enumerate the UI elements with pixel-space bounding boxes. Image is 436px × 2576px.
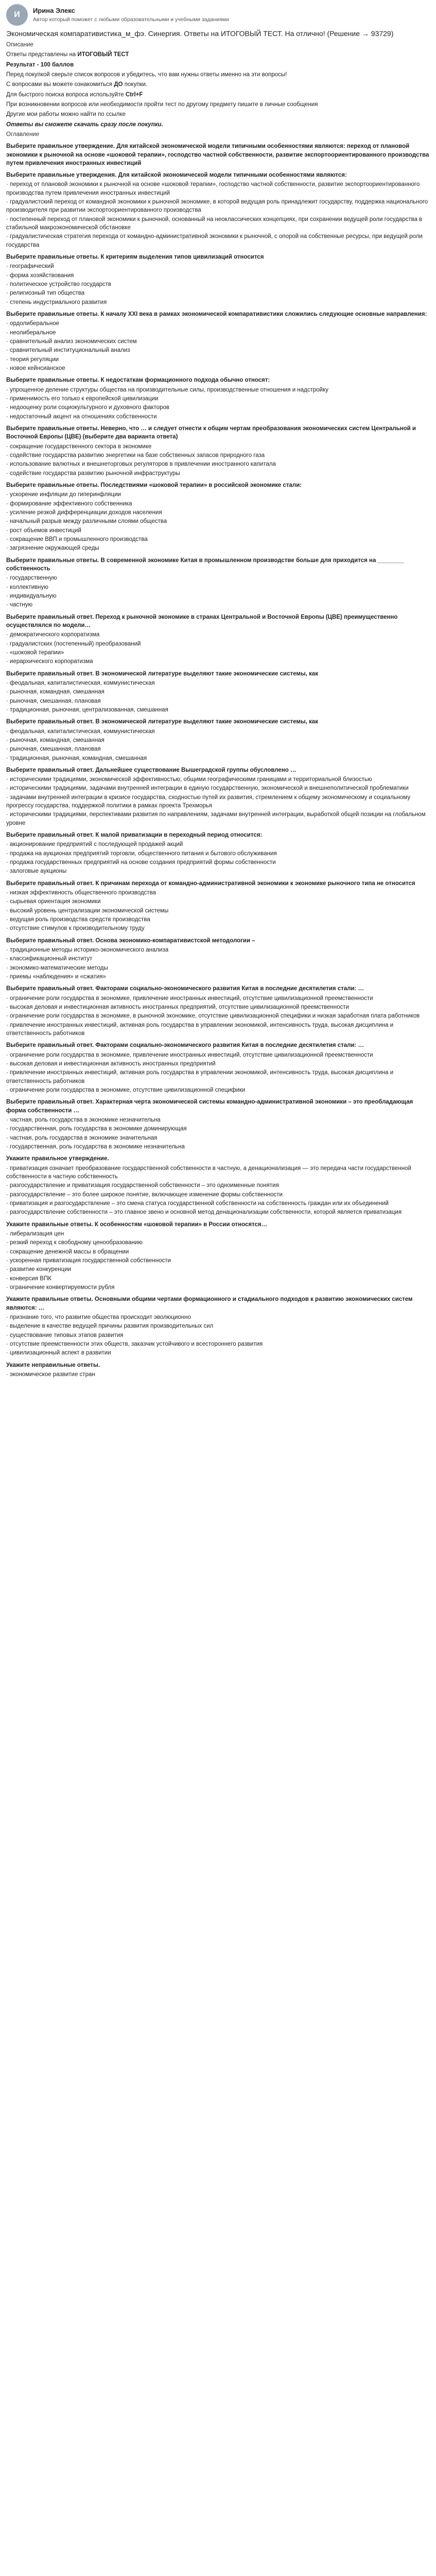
question-block [6,481,430,553]
answer-option: · ордолиберальное [6,320,60,327]
question-block [6,937,430,981]
question-text: Выберите правильный ответ. Переход к рыночной экономике в странах Центральной и Восточной Европы (ЦВЕ) преимущественно осуществлялся по модели… [6,614,398,629]
question-text: Укажите правильные ответы. Основными общими чертами формационного и стадиального подходов к развитию экономических систем являются: … [6,1296,413,1311]
answer-option: · частная, роль государства в экономике незначительна [6,1116,161,1123]
answer-option: · конверсия ВПК [6,1275,51,1282]
answer-option: · ограничение конвертируемости рубля [6,1284,115,1291]
answer-option: · государственную [6,575,57,582]
question-text: Выберите правильный ответ. Основа экономико-компаративистской методологии – [6,937,255,944]
question-block [6,613,430,666]
answer-option: · религиозный тип общества [6,290,85,297]
avatar[interactable]: И [6,4,28,26]
question-list [6,142,430,1379]
answer-option: · экономико-математические методы [6,964,108,971]
question-text: Выберите правильный ответ. В экономической литературе выделяют такие экономические системы, как [6,719,318,725]
question-block [6,718,430,762]
answer-option: · приемы «наблюдения» и «сжатия» [6,974,106,980]
question-block [6,985,430,1038]
author-info [33,6,229,23]
answer-option: · рыночная, командная, смешанная [6,689,104,696]
answer-option: · задачами внутренней интеграции в кризисе государства, сходностью путей их развития, стремлением к общему экономическому и социальному прогрессу государства, поддержкой политики в рамках проекта Трехморья [6,794,411,809]
page-title: Экономическая компаративистика_м_фэ. Синергия. Ответы на ИТОГОВЫЙ ТЕСТ. На отлично! (Решение → 93729) [6,29,394,38]
answer-option: · акционирование предприятий с последующей продажей акций [6,841,183,848]
answer-option: · историческими традициями, перспективами развития по направлениям, задачами внутренней интеграции, выработкой общей позиции на глобальном уровне [6,811,426,826]
answer-option: · ограничение роли государства в экономике, отсутствие цивилизационной специфики [6,1087,246,1093]
question-text: Укажите правильное утверждение. [6,1156,109,1162]
question-block [6,831,430,876]
answer-option: · разгосударствление – это более широкое понятие, включающее изменение формы собственности [6,1191,283,1198]
answer-option: · развитие конкуренции [6,1266,72,1273]
answer-option: · рост объемов инвестиций [6,527,81,534]
answer-option: · ограничение роли государства в экономике, привлечение иностранных инвестиций, отсутствие цивилизационной преемственности [6,1052,373,1058]
answer-option: · ведущая роль производства средств производства [6,917,150,923]
answer-option: · существование типовых этапов развития [6,1332,124,1338]
answer-option: · либерализация цен [6,1230,64,1237]
question-block [6,171,430,249]
answer-option: · степень индустриального развития [6,299,107,306]
answer-option: · сырьевая ориентация экономики [6,899,101,905]
answer-option: · резкий переход к свободному ценообразованию [6,1240,143,1246]
answer-option: · теория регуляции [6,356,59,363]
answer-option: · неолиберальное [6,329,56,336]
intro-line-3-bold: Ctrl+F [125,91,143,98]
answer-option: · традиционные методы историко-экономического анализа [6,947,169,954]
question-block [6,1098,430,1151]
answer-option: · традиционная, рыночная, командная, смешанная [6,755,147,761]
answer-option: · экономическое развитие стран [6,1371,95,1378]
answer-option: · феодальная, капиталистическая, коммунистическая [6,728,155,735]
question-block [6,879,430,933]
answer-option: · сокращение денежной массы в обращении [6,1248,129,1255]
answer-option: · содействие государства развитию энергетики на базе собственных запасов природного газа [6,452,265,459]
question-block [6,556,430,609]
answer-option: · частную [6,602,33,608]
answer-option: · феодальная, капиталистическая, коммунистическая [6,680,155,686]
answer-option: · разгосударствление и приватизация государственной собственности – это одноименные понятия [6,1182,279,1189]
question-block [6,310,430,372]
intro-line-3-prefix: Для быстрого поиска вопроса используйте [6,91,124,98]
question-block [6,1041,430,1094]
question-text: Выберите правильное утверждение. Для китайской экономической модели типичными особенностями являются: переход от плановой экономики к рыночной на основе «шоковой терапии», господство частной собственности, развитие экспортоориентированного производства путем привлечения иностранных инвестиций [6,143,429,166]
answer-option: · историческими традициями, экономической эффективностью, общими географическими границами и территориальной близостью [6,776,372,783]
answer-option: · индивидуальную [6,592,57,599]
question-text: Выберите правильный ответ. К малой приватизации в переходный период относится: [6,832,263,839]
answer-option: · цивилизационный аспект в развитии [6,1350,111,1357]
answer-option: · низкая эффективность общественного производства [6,890,156,896]
answer-option: · ограничение роли государства в экономике, в рыночной экономике, отсутствие цивилизационной специфики и низкая заработная плата работников [6,1013,420,1020]
answer-option: · сравнительный институциональный анализ [6,347,130,354]
answer-option: · формирование эффективного собственника [6,500,132,507]
answer-option: · географический [6,263,54,270]
answer-option: · залоговые аукционы [6,868,67,875]
answer-option: · загрязнение окружающей среды [6,545,99,552]
answer-option: · демократического корпоратизма [6,632,100,638]
question-block [6,670,430,715]
answer-option: · отсутствие преемственности этих обществ, заказчик устойчивого и всестороннего развития [6,1341,263,1347]
intro-line-2-suffix: покупки. [124,81,148,88]
answer-option: · «шоковой терапии» [6,649,64,656]
question-block [6,425,430,478]
answer-option: · использование валютных и внешнеторговых регуляторов в привлечении иностранного капитала [6,461,276,468]
question-text: Выберите правильные ответы. Последствиями «шоковой терапии» в российской экономике стали: [6,482,302,488]
answer-option: · форма хозяйствования [6,272,74,279]
answer-option: · приватизация и разгосударствление – это смена статуса государственной собственности на собственность граждан или их объединений [6,1200,389,1207]
answer-option: · государственная, роль государства в экономике доминирующая [6,1126,187,1132]
answer-option: · усиление резкой дифференциации доходов населения [6,509,162,516]
answer-option: · выделение в качестве ведущей причины развития производительных сил [6,1323,214,1330]
question-block [6,1361,430,1379]
description-label: Описание [6,41,33,48]
answer-option: · ускорение инфляции до гиперинфляции [6,492,121,498]
answer-option: · признание того, что развитие общества происходит эволюционно [6,1314,191,1320]
intro-line-5[interactable]: Другие мои работы можно найти по ссылке [6,111,126,118]
answer-option: · содействие государства развитию рыночной инфраструктуры [6,470,180,477]
answer-option: · недостаточный акцент на отношениях собственности [6,413,157,420]
answer-option: · новое кейнсианское [6,365,65,372]
answer-option: · разгосударствление собственности – это главное звено и основной метод денационализации собственности, которой является приватизация [6,1209,402,1216]
result-line: Результат - 100 баллов [6,61,74,68]
answer-option: · традиционная, рыночная, централизованная, смешанная [6,706,168,713]
answer-option: · продажа государственных предприятий на основе создания предприятий формы собственности [6,859,276,866]
answer-option: · высокая деловая и инвестиционная активность иностранных предприятий, отсутствие цивилизационной преемственности [6,1004,349,1011]
answer-option: · ускоренная приватизация государственной собственности [6,1257,171,1264]
question-block [6,766,430,827]
question-block [6,253,430,307]
author-name[interactable]: Ирина Элекс [33,7,75,15]
intro [6,41,430,139]
question-text: Выберите правильные ответы. К критериям выделения типов цивилизаций относится [6,254,264,261]
question-text: Выберите правильный ответ. Факторами социально-экономического развития Китая в последние десятилетия стали: … [6,986,364,992]
intro-line-2-bold: ДО [114,81,123,88]
answer-option: · рыночная, командная, смешанная [6,737,104,743]
answer-option: · рыночная, смешанная, плановая [6,746,101,753]
question-block [6,1155,430,1216]
answers-line-bold: ИТОГОВЫЙ ТЕСТ [77,52,129,58]
intro-line-3 [6,91,430,99]
question-text: Выберите правильные утверждения. Для китайской экономической модели типичными особенностями являются: [6,172,347,179]
answer-option: · начальный разрыв между различными слоями общества [6,518,167,525]
answer-option: · высокая деловая и инвестиционная активность иностранных предприятий [6,1061,216,1067]
answer-option: · сравнительный анализ экономических систем [6,338,137,345]
answer-option: · государственная, роль государства в экономике незначительна [6,1143,185,1150]
intro-line-6: Ответы вы сможете скачать сразу после покупки. [6,121,163,128]
answer-option: · политическое устройство государств [6,281,112,288]
question-text: Выберите правильный ответ. Дальнейшее существование Вышеградской группы обусловлено … [6,767,297,773]
answer-option: · переход от плановой экономики к рыночной на основе «шоковой терапии», господство частной собственности, развитие экспортоориентированного производства путем привлечения иностранных инвестиций [6,181,420,196]
answer-option: · высокий уровень централизации экономической системы [6,907,169,914]
answer-option: · применимость его только к европейской цивилизации [6,396,159,402]
answer-option: · коллективную [6,584,48,590]
question-block [6,1295,430,1357]
question-text: Выберите правильные ответы. К недостаткам формационного подхода обычно относят: [6,377,270,384]
answer-option: · отсутствие стимулов к производительному труду [6,925,145,932]
question-block [6,142,430,167]
answer-option: · продажа на аукционах предприятий торговли, общественного питания и бытового обслуживания [6,850,277,857]
answer-option: · недооценку роли социокультурного и духовного факторов [6,404,169,411]
answer-option: · ограничение роли государства в экономике, привлечение иностранных инвестиций, отсутствие цивилизационной преемственности [6,995,373,1002]
author-description: Автор который поможет с любыми образовательными и учебными заданиями [33,16,229,23]
answer-option: · упрощенное деление структуры общества на производительные силы, производственные отношения и надстройку [6,386,328,393]
answer-option: · сокращение государственного сектора в экономике [6,443,152,450]
question-text: Выберите правильный ответ. К причинам перехода от командно-административной экономики к экономике рыночного типа не относится [6,880,415,887]
question-text: Выберите правильные ответы. Неверно, что … и следует отнести к общим чертам преобразования экономических систем Центральной и Восточной Европы (ЦВЕ) (выберите два варианта ответа) [6,426,416,440]
intro-line-2-prefix: С вопросами вы можете ознакомиться [6,81,113,88]
toc-label[interactable]: Оглавление [6,131,40,138]
question-text: Укажите неправильные ответы. [6,1362,100,1368]
intro-line-4: При возникновении вопросов или необходимости пройти тест по другому предмету пишите в личные сообщения [6,101,318,108]
answer-option: · рыночная, смешанная, плановая [6,698,101,704]
question-text: Выберите правильный ответ. В экономической литературе выделяют такие экономические системы, как [6,670,318,677]
answer-option: · иерархического корпоратизма [6,658,93,665]
answer-option: · частная, роль государства в экономике значительная [6,1134,158,1141]
answer-option: · градуалистских (постепенный) преобразований [6,640,141,647]
answers-line [6,50,430,59]
question-text: Укажите правильные ответы. К особенностям «шоковой терапии» в России относятся… [6,1221,268,1228]
intro-line-1: Перед покупкой сверьте список вопросов и убедитесь, что вам нужны ответы именно на эти вопросы! [6,71,287,78]
answer-option: · привлечение иностранных инвестиций, активная роль государства в управлении экономикой, интенсивность труда, высокая дисциплина и ответственность работников [6,1022,394,1037]
question-text: Выберите правильные ответы. К началу XXI века в рамках экономической компаративистики сложились следующие основные направления: [6,311,427,318]
question-block [6,376,430,421]
question-text: Выберите правильный ответ. Факторами социально-экономического развития Китая в последние десятилетия стали: … [6,1042,364,1049]
answer-option: · привлечение иностранных инвестиций, активная роль государства в управлении экономикой, интенсивность труда, высокая дисциплина и ответственность работников [6,1070,394,1084]
question-block [6,1221,430,1292]
answer-option: · сокращение ВВП и промышленного производства [6,536,148,543]
answer-option: · приватизация означает преобразование государственной собственности в частную, а денационализация — это передача части государственной собственности в частную собственность [6,1165,411,1180]
intro-line-2 [6,80,430,89]
answer-option: · классификационный институт [6,956,93,962]
answer-option: · градуалистский переход от командной экономики к рыночной экономике, в которой ведущая роль принадлежит государству, поддержка национального производителя при развитии экспортоориентированного производства [6,199,428,214]
answer-option: · градуалистическая стратегия перехода от командно-административной экономики к рыночной, с опорой на собственные ресурсы, при ведущей роли государства [6,233,423,248]
answer-option: · постепенный переход от плановой экономики к рыночной, основанный на неоклассических концепциях, при сохранении ведущей роли государства в стабильной макроэкономической обстановке [6,216,423,231]
answer-option: · историческими традициями, задачами внутренней интеграции в единую государственную, экономической и внешнеполитической проблематики [6,785,409,792]
author-block [6,4,430,26]
answers-line-prefix: Ответы представлены на [6,52,76,58]
question-text: Выберите правильный ответ. Характерная черта экономической системы командно-административной экономики – это преобладающая форма собственности … [6,1099,413,1114]
question-text: Выберите правильные ответы. В современной экономике Китая в промышленном производстве больше для приходится на ________ собственность [6,557,404,572]
